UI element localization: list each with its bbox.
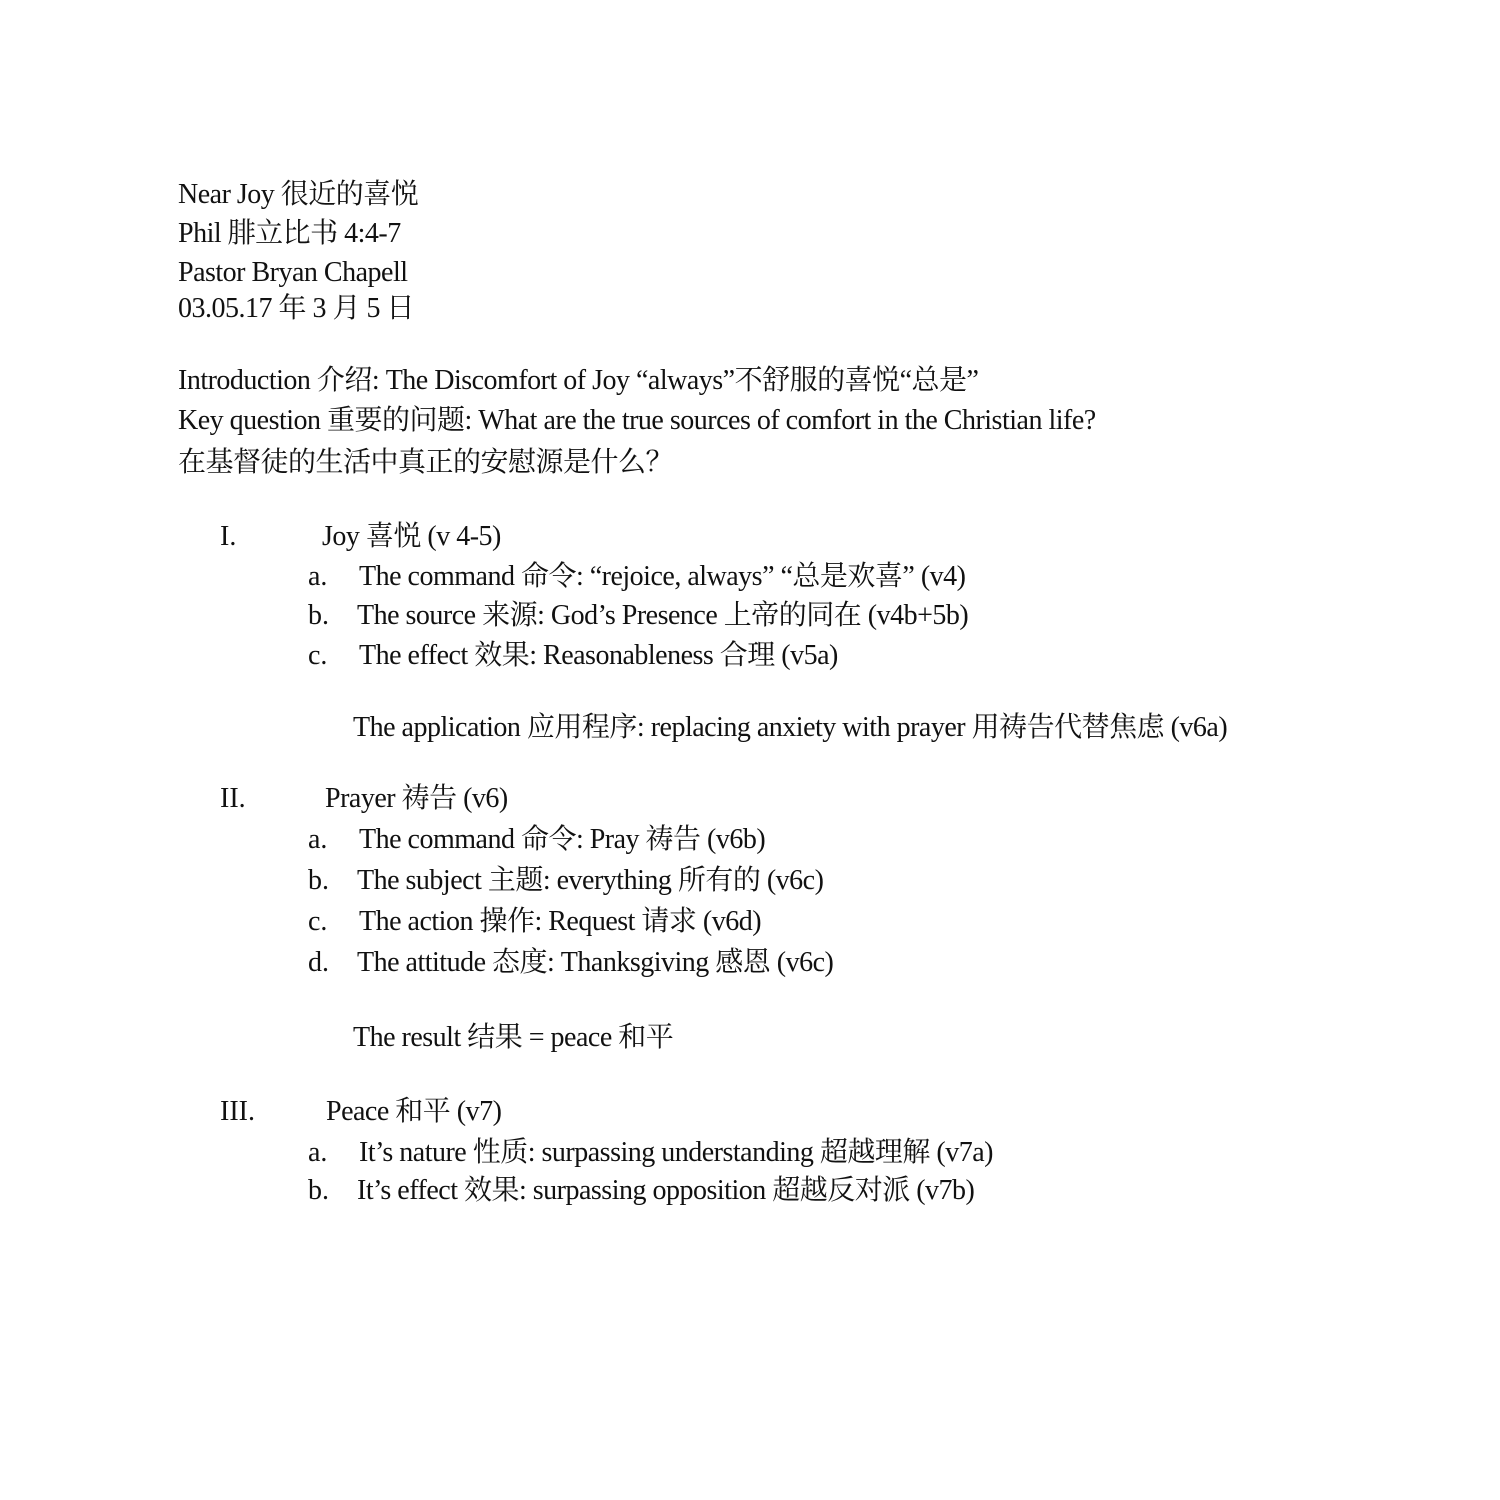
section-numeral: III. [220, 1096, 255, 1127]
list-item: The command 命令: Pray 祷告 (v6b) [359, 824, 766, 855]
result-note: The result 结果 = peace 和平 [353, 1022, 674, 1053]
list-item: The attitude 态度: Thanksgiving 感恩 (v6c) [357, 947, 834, 978]
section-heading: Joy 喜悦 (v 4-5) [322, 521, 501, 552]
section-numeral: I. [220, 521, 237, 552]
list-item: It’s effect 效果: surpassing opposition 超越反对派 (v7b) [357, 1175, 975, 1206]
key-question-chinese: 在基督徒的生活中真正的安慰源是什么？ [178, 447, 674, 478]
list-marker: a. [308, 561, 328, 592]
section-heading: Peace 和平 (v7) [326, 1096, 502, 1127]
sermon-title: Near Joy 很近的喜悦 [178, 179, 419, 210]
list-item: It’s nature 性质: surpassing understanding 超越理解 (v7a) [359, 1137, 993, 1168]
section-numeral: II. [220, 783, 246, 814]
list-marker: b. [308, 865, 329, 896]
list-item: The effect 效果: Reasonableness 合理 (v5a) [359, 640, 838, 671]
scripture-reference: Phil 腓立比书 4:4-7 [178, 218, 401, 249]
application-note: The application 应用程序: replacing anxiety with prayer 用祷告代替焦虑 (v6a) [353, 712, 1228, 743]
list-item: The subject 主题: everything 所有的 (v6c) [357, 865, 824, 896]
list-marker: a. [308, 824, 328, 855]
list-marker: b. [308, 600, 329, 631]
introduction-line: Introduction 介绍: The Discomfort of Joy “always”不舒服的喜悦“总是” [178, 365, 979, 396]
sermon-date: 03.05.17 年 3 月 5 日 [178, 293, 415, 324]
list-item: The command 命令: “rejoice, always” “总是欢喜” (v4) [359, 561, 966, 592]
list-item: The source 来源: God’s Presence 上帝的同在 (v4b+5b) [357, 600, 969, 631]
list-marker: c. [308, 906, 328, 937]
list-item: The action 操作: Request 请求 (v6d) [359, 906, 762, 937]
list-marker: a. [308, 1137, 328, 1168]
pastor-name: Pastor Bryan Chapell [178, 257, 408, 288]
list-marker: b. [308, 1175, 329, 1206]
section-heading: Prayer 祷告 (v6) [325, 783, 508, 814]
list-marker: d. [308, 947, 329, 978]
list-marker: c. [308, 640, 328, 671]
key-question: Key question 重要的问题: What are the true sources of comfort in the Christian life? [178, 405, 1096, 436]
